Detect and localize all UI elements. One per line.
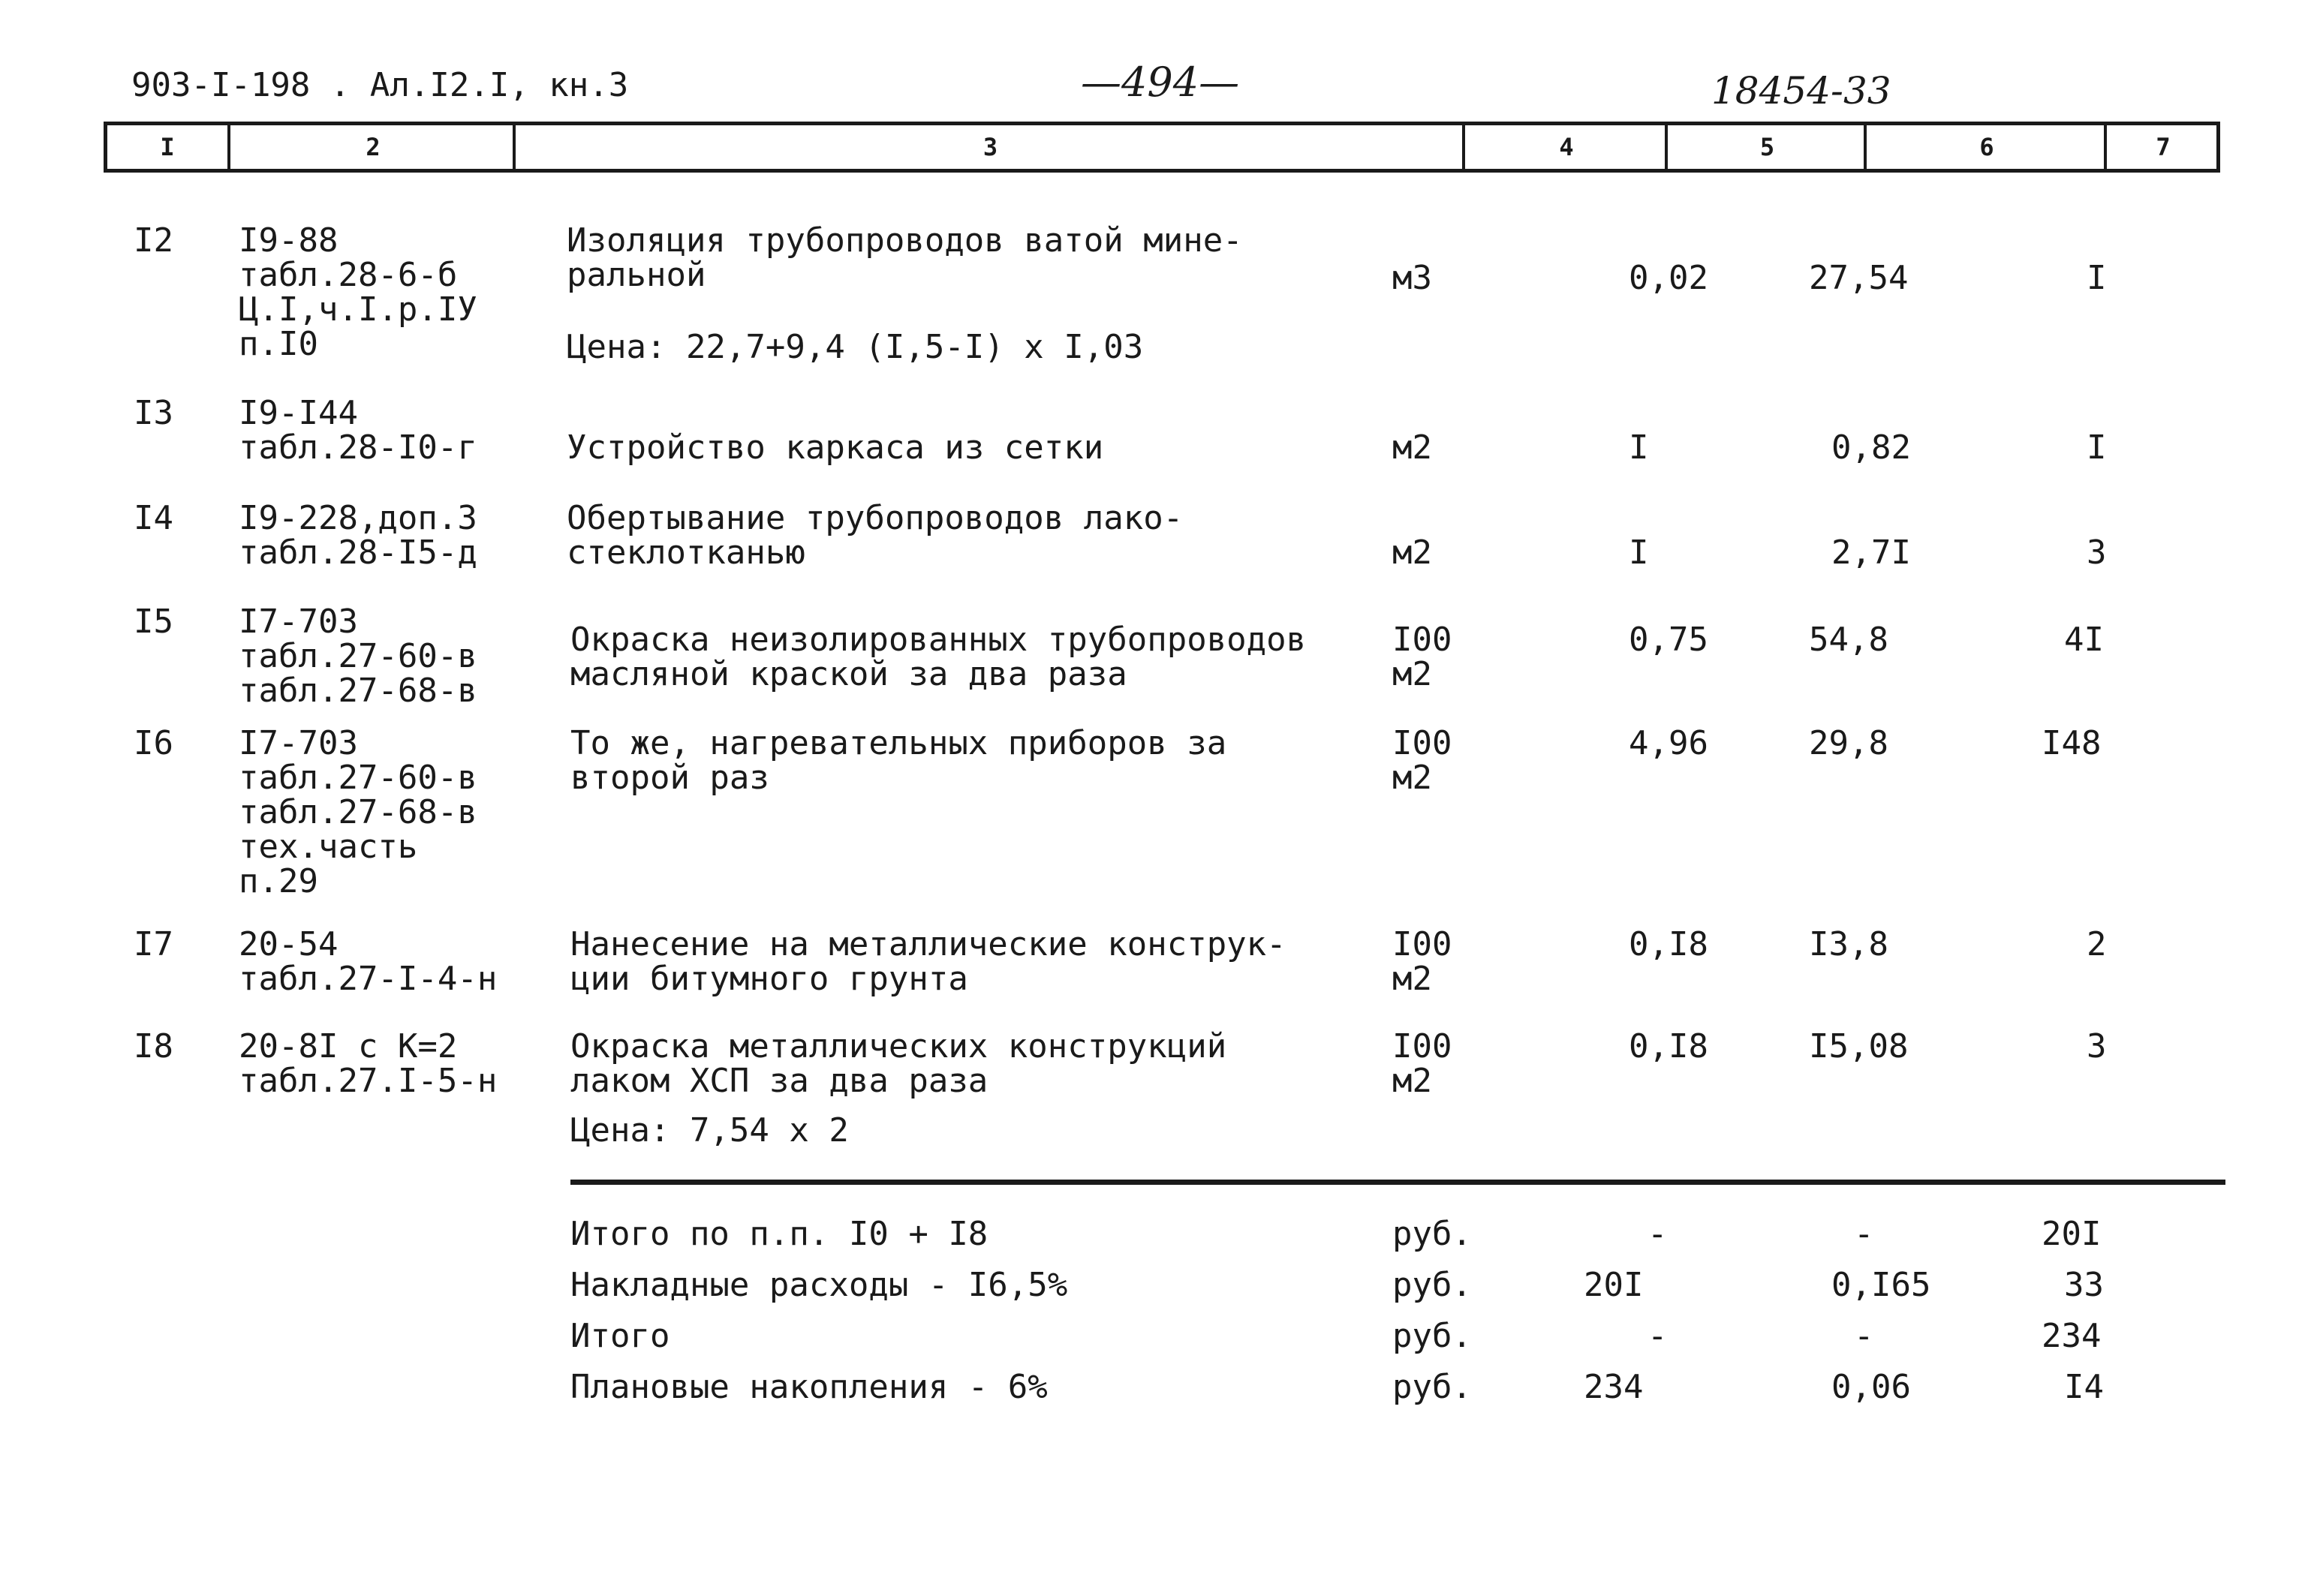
summary-price: - <box>1854 1215 1874 1253</box>
row-number: I4 <box>134 499 173 537</box>
row-description: Изоляция трубопроводов ватой мине- ральной <box>567 221 1243 294</box>
row-total: I48 <box>2042 724 2102 762</box>
row-description: Окраска неизолированных трубопроводов масляной краской за два раза <box>570 621 1307 693</box>
row-description: То же, нагревательных приборов за второй раз <box>570 724 1227 797</box>
summary-total: 20I <box>2042 1215 2102 1253</box>
row-number: I2 <box>134 221 173 260</box>
row-unit: м3 <box>1392 259 1432 297</box>
row-description: Окраска металлических конструкций лаком ХСП за два раза <box>570 1027 1227 1100</box>
row-code: I9-88 табл.28-6-б Ц.I,ч.I.р.IУ п.I0 <box>239 221 477 363</box>
row-qty: 0,I8 <box>1629 1027 1708 1066</box>
row-price: 29,8 <box>1809 724 1888 762</box>
row-total: 3 <box>2087 1027 2107 1066</box>
row-total: 4I <box>2064 621 2104 659</box>
summary-qty: - <box>1648 1317 1668 1355</box>
summary-qty: 20I <box>1584 1266 1644 1304</box>
row-price-note: Цена: 22,7+9,4 (I,5-I) x I,03 <box>567 328 1144 366</box>
row-code: I9-228,доп.3 табл.28-I5-д <box>239 499 477 572</box>
row-code: 20-8I с К=2 табл.27.I-5-н <box>239 1027 498 1100</box>
summary-separator <box>570 1180 2225 1185</box>
row-code: I7-703 табл.27-60-в табл.27-68-в <box>239 603 477 710</box>
page-number: —494— <box>1081 59 1240 106</box>
row-unit: I00 м2 <box>1392 925 1452 998</box>
summary-unit: руб. <box>1392 1215 1472 1253</box>
row-qty: 4,96 <box>1629 724 1708 762</box>
row-unit: I00 м2 <box>1392 1027 1452 1100</box>
summary-unit: руб. <box>1392 1317 1472 1355</box>
row-qty: 0,I8 <box>1629 925 1708 963</box>
row-description: Нанесение на металлические конструк- ции битумного грунта <box>570 925 1286 998</box>
row-qty: I <box>1629 534 1649 572</box>
row-price: 0,82 <box>1831 428 1911 467</box>
summary-label: Накладные расходы - I6,5% <box>570 1266 1068 1304</box>
row-number: I6 <box>134 724 173 762</box>
row-qty: 0,02 <box>1629 259 1708 297</box>
summary-qty: 234 <box>1584 1368 1644 1406</box>
row-code: I9-I44 табл.28-I0-г <box>239 394 477 467</box>
row-qty: I <box>1629 428 1649 467</box>
row-description: Устройство каркаса из сетки <box>567 428 1104 467</box>
summary-label: Плановые накопления - 6% <box>570 1368 1048 1406</box>
row-qty: 0,75 <box>1629 621 1708 659</box>
row-total: 3 <box>2087 534 2107 572</box>
row-number: I8 <box>134 1027 173 1066</box>
row-number: I3 <box>134 394 173 432</box>
row-price: 54,8 <box>1809 621 1888 659</box>
inventory-number: 18454-33 <box>1711 69 1891 113</box>
row-price: I5,08 <box>1809 1027 1909 1066</box>
row-number: I5 <box>134 603 173 641</box>
column-header-5: 5 <box>1665 125 1867 169</box>
summary-price: 0,06 <box>1831 1368 1911 1406</box>
column-header-4: 4 <box>1462 125 1668 169</box>
row-price: 27,54 <box>1809 259 1909 297</box>
column-header-6: 6 <box>1864 125 2107 169</box>
summary-label: Итого <box>570 1317 670 1355</box>
summary-price: - <box>1854 1317 1874 1355</box>
document-code: 903-I-198 . Ал.I2.I, кн.3 <box>131 66 629 104</box>
row-total: I <box>2087 428 2107 467</box>
row-description: Обертывание трубопроводов лако- стеклотканью <box>567 499 1184 572</box>
row-price: 2,7I <box>1831 534 1911 572</box>
row-unit: I00 м2 <box>1392 621 1452 693</box>
row-unit: м2 <box>1392 428 1432 467</box>
row-code: 20-54 табл.27-I-4-н <box>239 925 498 998</box>
summary-price: 0,I65 <box>1831 1266 1931 1304</box>
summary-label: Итого по п.п. I0 + I8 <box>570 1215 989 1253</box>
summary-total: 234 <box>2042 1317 2102 1355</box>
summary-unit: руб. <box>1392 1266 1472 1304</box>
column-header-7: 7 <box>2104 125 2219 169</box>
summary-qty: - <box>1648 1215 1668 1253</box>
summary-total: I4 <box>2064 1368 2104 1406</box>
row-price: I3,8 <box>1809 925 1888 963</box>
row-total: 2 <box>2087 925 2107 963</box>
row-unit: I00 м2 <box>1392 724 1452 797</box>
summary-total: 33 <box>2064 1266 2104 1304</box>
row-total: I <box>2087 259 2107 297</box>
row-price-note: Цена: 7,54 x 2 <box>570 1111 849 1150</box>
row-code: I7-703 табл.27-60-в табл.27-68-в тех.часть п.29 <box>239 724 477 900</box>
column-header-3: 3 <box>513 125 1465 169</box>
row-number: I7 <box>134 925 173 963</box>
row-unit: м2 <box>1392 534 1432 572</box>
column-header-2: 2 <box>227 125 516 169</box>
column-header-row <box>104 122 2220 173</box>
column-header-1: I <box>160 133 175 161</box>
summary-unit: руб. <box>1392 1368 1472 1406</box>
